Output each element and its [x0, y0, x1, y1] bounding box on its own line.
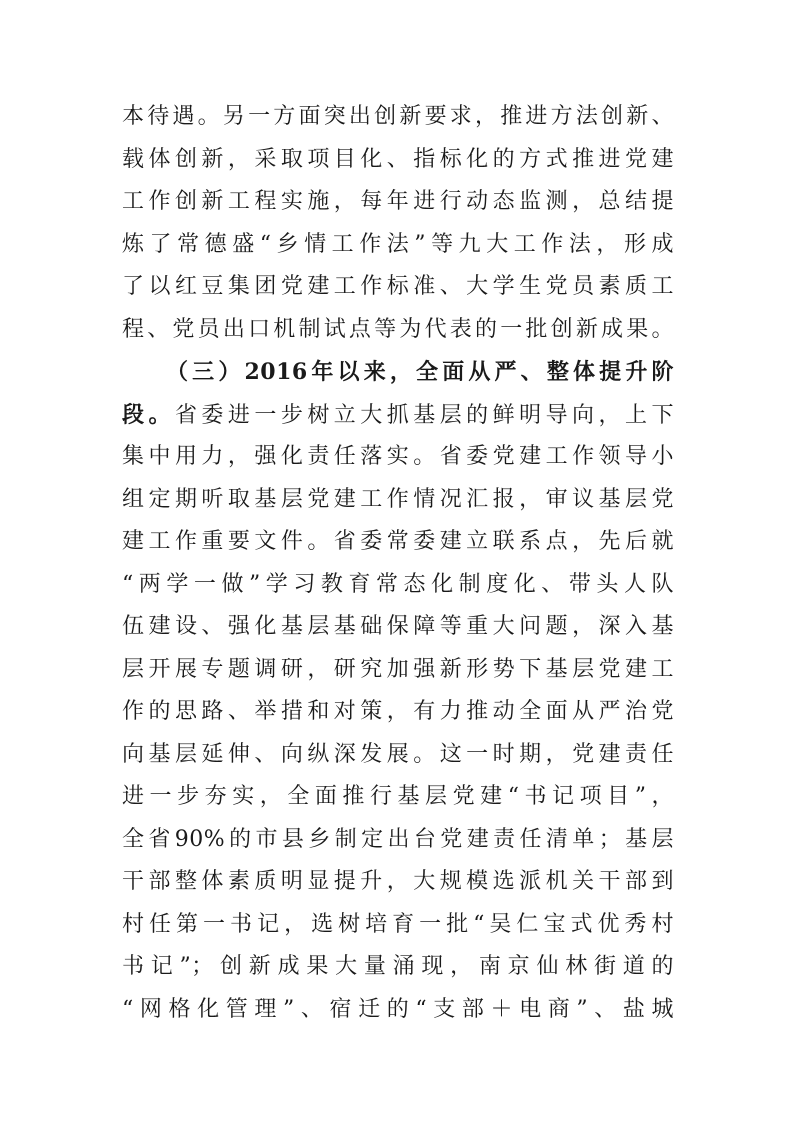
section-heading-end: 段。 — [122, 401, 175, 428]
text-line: “两学一做”学习教育常态化制度化、带头人队 — [122, 571, 674, 597]
text-line: 炼了常德盛“乡情工作法”等九大工作法，形成 — [122, 231, 674, 257]
text-line: 组定期听取基层党建工作情况汇报，审议基层党 — [122, 486, 674, 512]
body-text — [122, 96, 674, 1031]
text-line: 层开展专题调研，研究加强新形势下基层党建工 — [122, 656, 674, 682]
text-line: 伍建设、强化基层基础保障等重大问题，深入基 — [122, 614, 674, 639]
text-line: 进一步夯实，全面推行基层党建“书记项目”， — [122, 784, 674, 809]
text-line: 建工作重要文件。省委常委建立联系点，先后就 — [122, 529, 674, 554]
text-line: 工作创新工程实施，每年进行动态监测，总结提 — [122, 189, 674, 214]
text-line: 集中用力，强化责任落实。省委党建工作领导小 — [122, 444, 674, 469]
text-line: 全省90%的市县乡制定出台党建责任清单；基层 — [122, 826, 674, 852]
text-line: 向基层延伸、向纵深发展。这一时期，党建责任 — [122, 741, 674, 767]
text-line: 村任第一书记，选树培育一批“吴仁宝式优秀村 — [122, 911, 674, 937]
text-line — [122, 394, 674, 437]
text-line: 作的思路、举措和对策，有力推动全面从严治党 — [122, 699, 674, 724]
text-line: 本待遇。另一方面突出创新要求，推进方法创新、 — [122, 104, 674, 129]
section-heading: （三）2016年以来，全面从严、整体提升阶 — [166, 359, 674, 385]
text-line-rest: 省委进一步树立大抓基层的鲜明导向，上下 — [174, 402, 674, 428]
text-line: 载体创新，采取项目化、指标化的方式推进党建 — [122, 146, 674, 172]
text-line: 书记”；创新成果大量涌现，南京仙林街道的 — [122, 954, 674, 979]
text-line: 程、党员出口机制试点等为代表的一批创新成果。 — [122, 316, 674, 342]
text-line: “网格化管理”、宿迁的“支部＋电商”、盐城 — [122, 996, 674, 1022]
text-line: 干部整体素质明显提升，大规模选派机关干部到 — [122, 869, 674, 894]
text-line: 了以红豆集团党建工作标准、大学生党员素质工 — [122, 274, 674, 299]
